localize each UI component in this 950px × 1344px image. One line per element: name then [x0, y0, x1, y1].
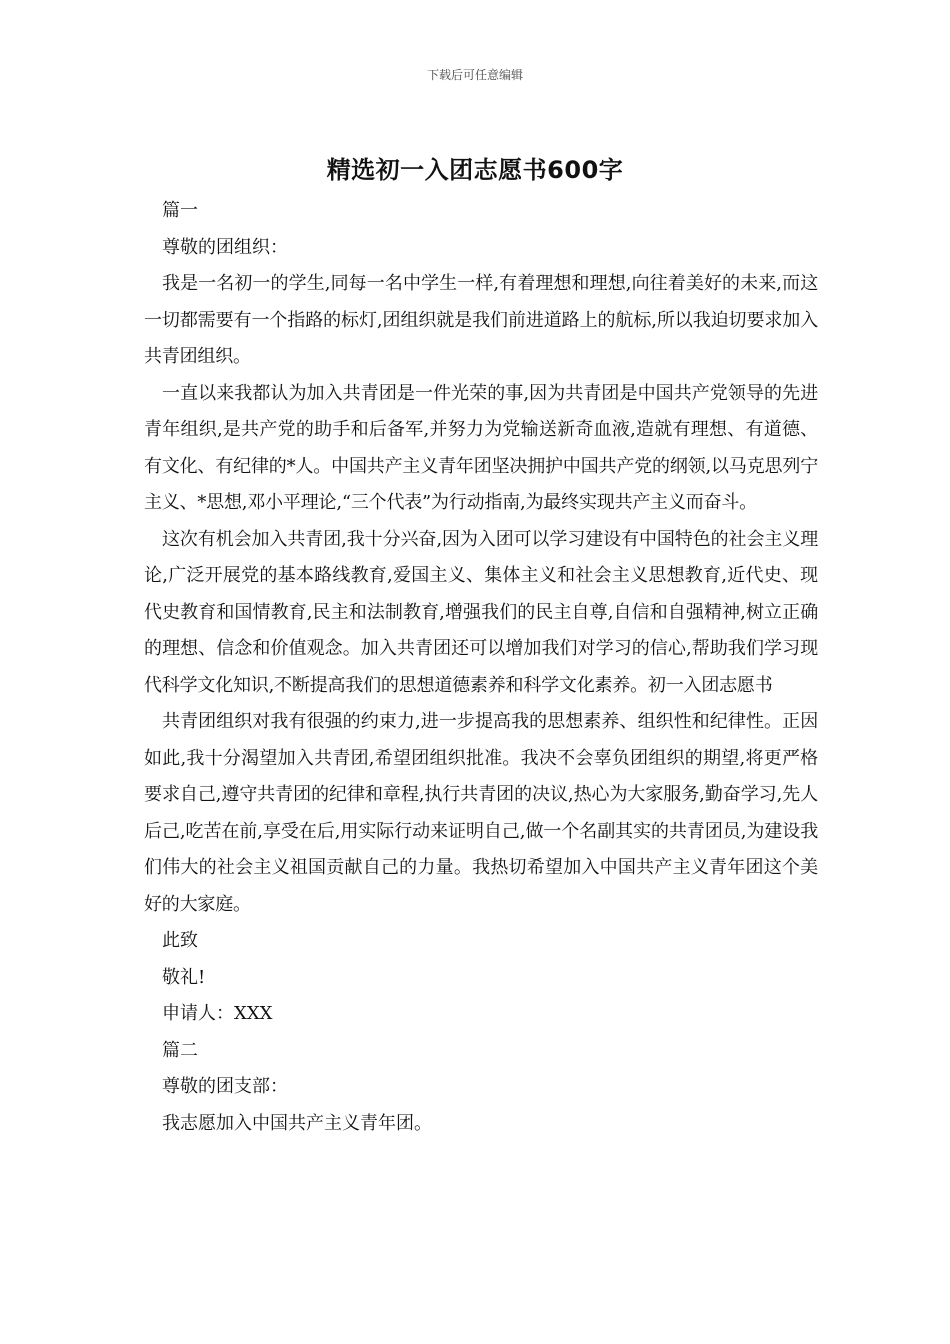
- document-body: [144, 193, 818, 1142]
- paragraph: 我是一名初一的学生,同每一名中学生一样,有着理想和理想,向往着美好的未来,而这一切都需要有一个指路的标灯,团组织就是我们前进道路上的航标,所以我迫切要求加入共青团组织。: [144, 273, 818, 367]
- paragraph: 我志愿加入中国共产主义青年团。: [162, 1112, 432, 1134]
- closing-line: 敬礼!: [162, 966, 206, 988]
- section-heading: 篇二: [162, 1039, 198, 1061]
- closing-line: 此致: [162, 930, 198, 951]
- section-heading: 篇一: [162, 200, 198, 221]
- salutation: 尊敬的团组织：: [162, 236, 288, 258]
- paragraph: 这次有机会加入共青团,我十分兴奋,因为入团可以学习建设有中国特色的社会主义理论,广泛开展党的基本路线教育,爱国主义、集体主义和社会主义思想教育,近代史、现代史教育和国情教育,民主和法制教育,增强我们的民主自尊,自信和自强精神,树立正确的理想、信念和价值观念。加入共青团还可以增加我们对学习的信心,帮助我们学习现代科学文化知识,不断提高我们的思想道德素养和科学文化素养。初一入团志愿书: [144, 528, 818, 696]
- paragraph: 共青团组织对我有很强的约束力,进一步提高我的思想素养、组织性和纪律性。正因如此,我十分渴望加入共青团,希望团组织批准。我决不会辜负团组织的期望,将更严格要求自己,遵守共青团的纪律和章程,执行共青团的决议,热心为大家服务,勤奋学习,先人后己,吃苦在前,享受在后,用实际行动来证明自己,做一个名副其实的共青团员,为建设我们伟大的社会主义祖国贡献自己的力量。我热切希望加入中国共产主义青年团这个美好的大家庭。: [144, 711, 818, 915]
- signature-line: 申请人：XXX: [162, 1003, 273, 1024]
- paragraph: 一直以来我都认为加入共青团是一件光荣的事,因为共青团是中国共产党领导的先进青年组织,是共产党的助手和后备军,并努力为党输送新奇血液,造就有理想、有道德、有文化、有纪律的*人。中国共产主义青年团坚决拥护中国共产党的纲领,以马克思列宁主义、*思想,邓小平理论,“三个代表”为行动指南,为最终实现共产主义而奋斗。: [144, 382, 818, 513]
- salutation: 尊敬的团支部：: [162, 1076, 288, 1097]
- header-note: 下载后可任意编辑: [426, 68, 523, 82]
- document-title: 精选初一入团志愿书600字: [326, 156, 624, 184]
